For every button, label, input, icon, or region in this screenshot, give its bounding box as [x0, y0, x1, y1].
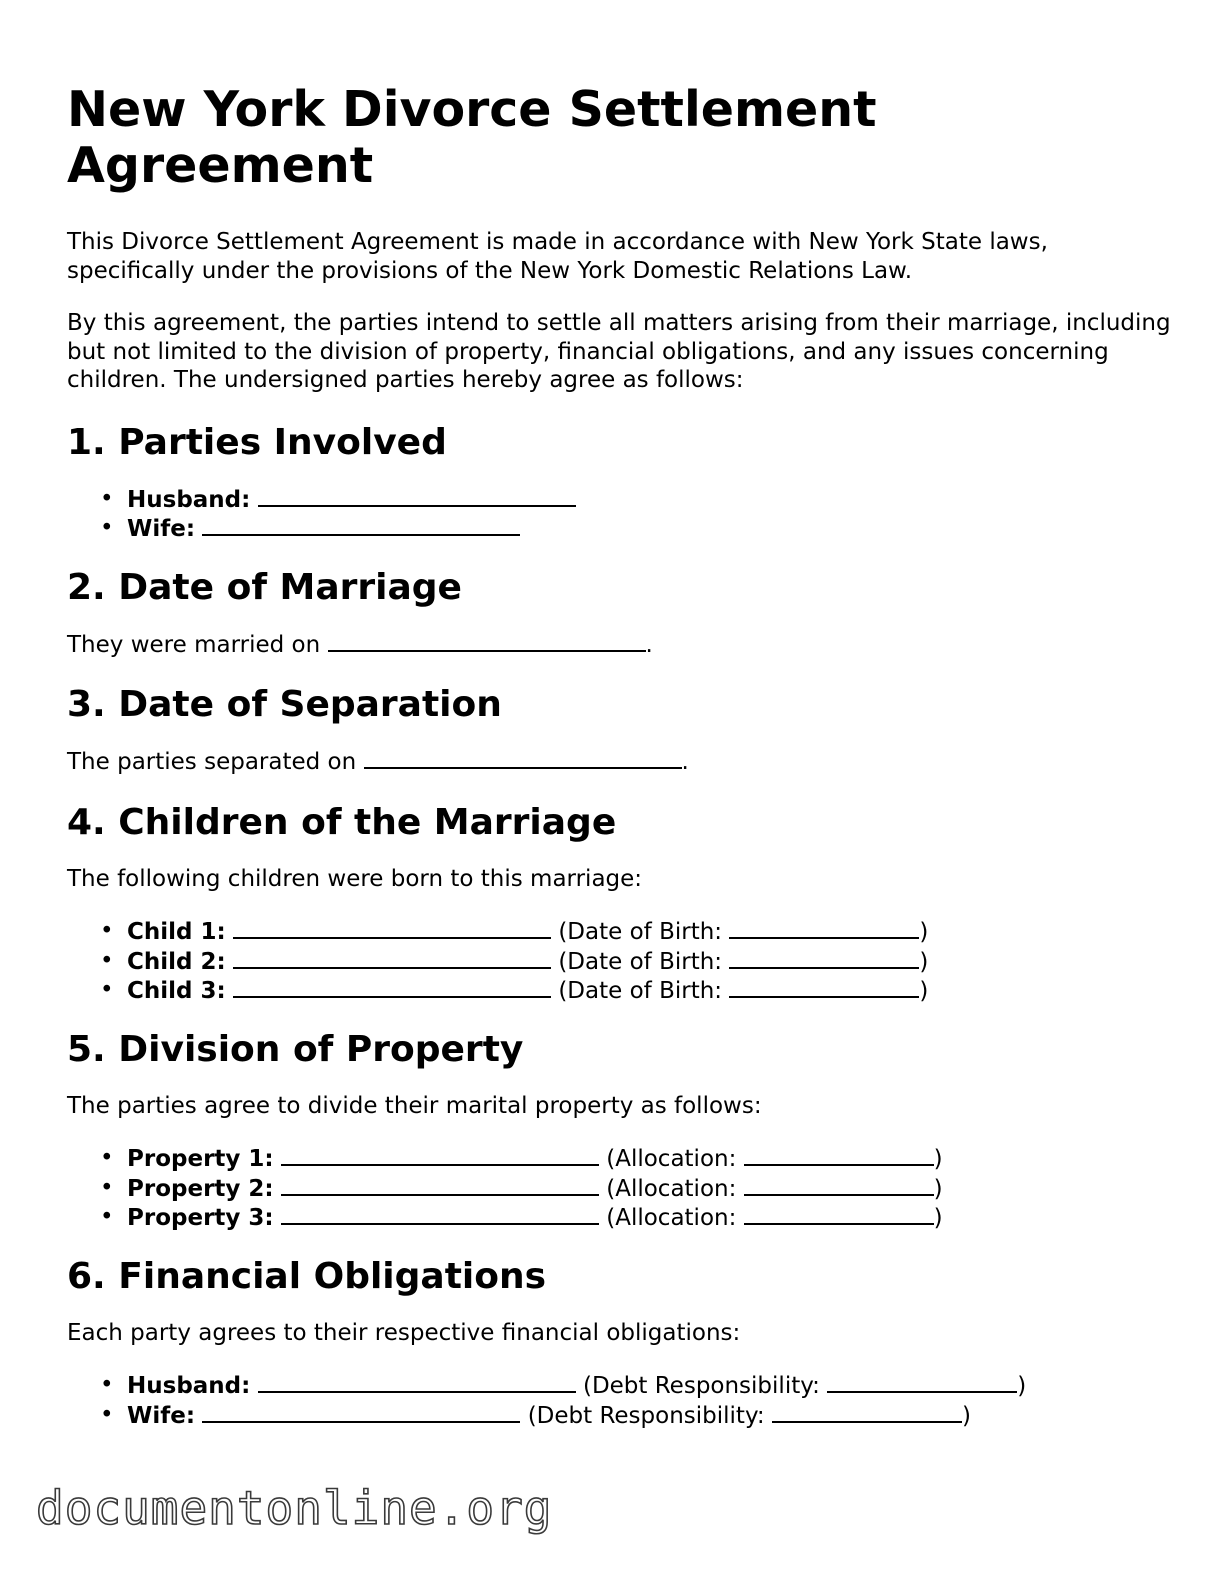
list-item: [127, 514, 1177, 544]
close-paren: ): [919, 919, 929, 945]
close-paren: ): [919, 978, 929, 1004]
wife-name-field[interactable]: [202, 514, 520, 536]
child-2-dob-label: (Date of Birth:: [558, 948, 723, 975]
children-intro: The following children were born to this marriage:: [67, 865, 643, 892]
property-1-allocation-field[interactable]: [744, 1144, 934, 1166]
list-item: [127, 947, 1177, 977]
child-1-name-field[interactable]: [233, 917, 551, 939]
list-item: [127, 1144, 1177, 1174]
child-3-label: Child 3:: [127, 978, 226, 1004]
list-item: [127, 1174, 1177, 1204]
children-list: [67, 917, 1177, 1006]
section-heading-property: 5. Division of Property: [67, 1028, 524, 1070]
close-paren: ): [1017, 1373, 1027, 1399]
property-1-field[interactable]: [281, 1144, 599, 1166]
section-heading-separation: 3. Date of Separation: [67, 684, 502, 725]
list-item: [127, 917, 1177, 947]
wife-label: Wife:: [127, 516, 196, 542]
husband-name-field[interactable]: [258, 485, 576, 507]
financial-list: [67, 1371, 1177, 1430]
property-2-allocation-field[interactable]: [744, 1174, 934, 1196]
financial-wife-label: Wife:: [127, 1402, 196, 1429]
property-intro: The parties agree to divide their marital property as follows:: [67, 1092, 762, 1119]
husband-financial-field[interactable]: [258, 1371, 576, 1393]
property-list: [67, 1144, 1177, 1233]
list-item: [127, 1371, 1177, 1401]
marriage-date-line: [67, 630, 1177, 660]
close-paren: ): [933, 1205, 943, 1231]
property-3-allocation-label: (Allocation:: [606, 1205, 737, 1231]
parties-list: [67, 485, 1177, 544]
property-3-label: Property 3:: [127, 1205, 274, 1231]
child-3-dob-field[interactable]: [729, 976, 919, 998]
child-1-dob-label: (Date of Birth:: [558, 919, 723, 945]
document-page: [67, 82, 1177, 1452]
section-heading-marriage: 2. Date of Marriage: [67, 566, 462, 608]
husband-debt-label: (Debt Responsibility:: [582, 1373, 820, 1399]
list-item: [127, 485, 1177, 515]
separation-period: .: [681, 749, 689, 775]
property-1-allocation-label: (Allocation:: [606, 1146, 737, 1172]
child-2-label: Child 2:: [127, 948, 226, 975]
wife-debt-label: (Debt Responsibility:: [527, 1402, 765, 1429]
child-3-name-field[interactable]: [233, 976, 551, 998]
property-3-allocation-field[interactable]: [744, 1203, 934, 1225]
intro-paragraph-1: This Divorce Settlement Agreement is made in accordance with New York State laws, specifically under the provisions of the New York Domestic Relations Law.: [67, 229, 1048, 284]
close-paren: ): [961, 1402, 971, 1429]
close-paren: ): [933, 1175, 943, 1202]
husband-debt-field[interactable]: [827, 1371, 1017, 1393]
child-1-dob-field[interactable]: [729, 917, 919, 939]
separation-text: The parties separated on: [67, 749, 357, 775]
section-heading-financial: 6. Financial Obligations: [67, 1255, 547, 1297]
marriage-text: They were married on: [67, 631, 321, 658]
separation-date-line: [67, 747, 1177, 777]
list-item: [127, 1401, 1177, 1431]
property-2-allocation-label: (Allocation:: [606, 1175, 737, 1202]
marriage-period: .: [645, 631, 653, 658]
watermark-logo: documentonline.org: [36, 1481, 553, 1535]
child-1-label: Child 1:: [127, 919, 226, 945]
marriage-date-field[interactable]: [328, 630, 646, 652]
wife-financial-field[interactable]: [202, 1401, 520, 1423]
financial-intro: Each party agrees to their respective financial obligations:: [67, 1319, 741, 1346]
list-item: [127, 976, 1177, 1006]
property-2-field[interactable]: [281, 1174, 599, 1196]
section-heading-parties: 1. Parties Involved: [67, 421, 447, 463]
separation-date-field[interactable]: [364, 747, 682, 769]
list-item: [127, 1203, 1177, 1233]
intro-paragraph-2: By this agreement, the parties intend to settle all matters arising from their marriage, including but not limited to the division of property, financial obligations, and any issues concerning children. The undersigned parties hereby agree as follows:: [67, 310, 1171, 393]
child-3-dob-label: (Date of Birth:: [558, 978, 723, 1004]
child-2-name-field[interactable]: [233, 947, 551, 969]
property-1-label: Property 1:: [127, 1146, 274, 1172]
husband-label: Husband:: [127, 486, 251, 513]
property-2-label: Property 2:: [127, 1175, 274, 1202]
close-paren: ): [919, 948, 929, 975]
wife-debt-field[interactable]: [772, 1401, 962, 1423]
property-3-field[interactable]: [281, 1203, 599, 1225]
financial-husband-label: Husband:: [127, 1373, 251, 1399]
section-heading-children: 4. Children of the Marriage: [67, 801, 617, 843]
document-title: New York Divorce Settlement Agreement: [67, 81, 877, 194]
child-2-dob-field[interactable]: [729, 947, 919, 969]
close-paren: ): [933, 1146, 943, 1172]
